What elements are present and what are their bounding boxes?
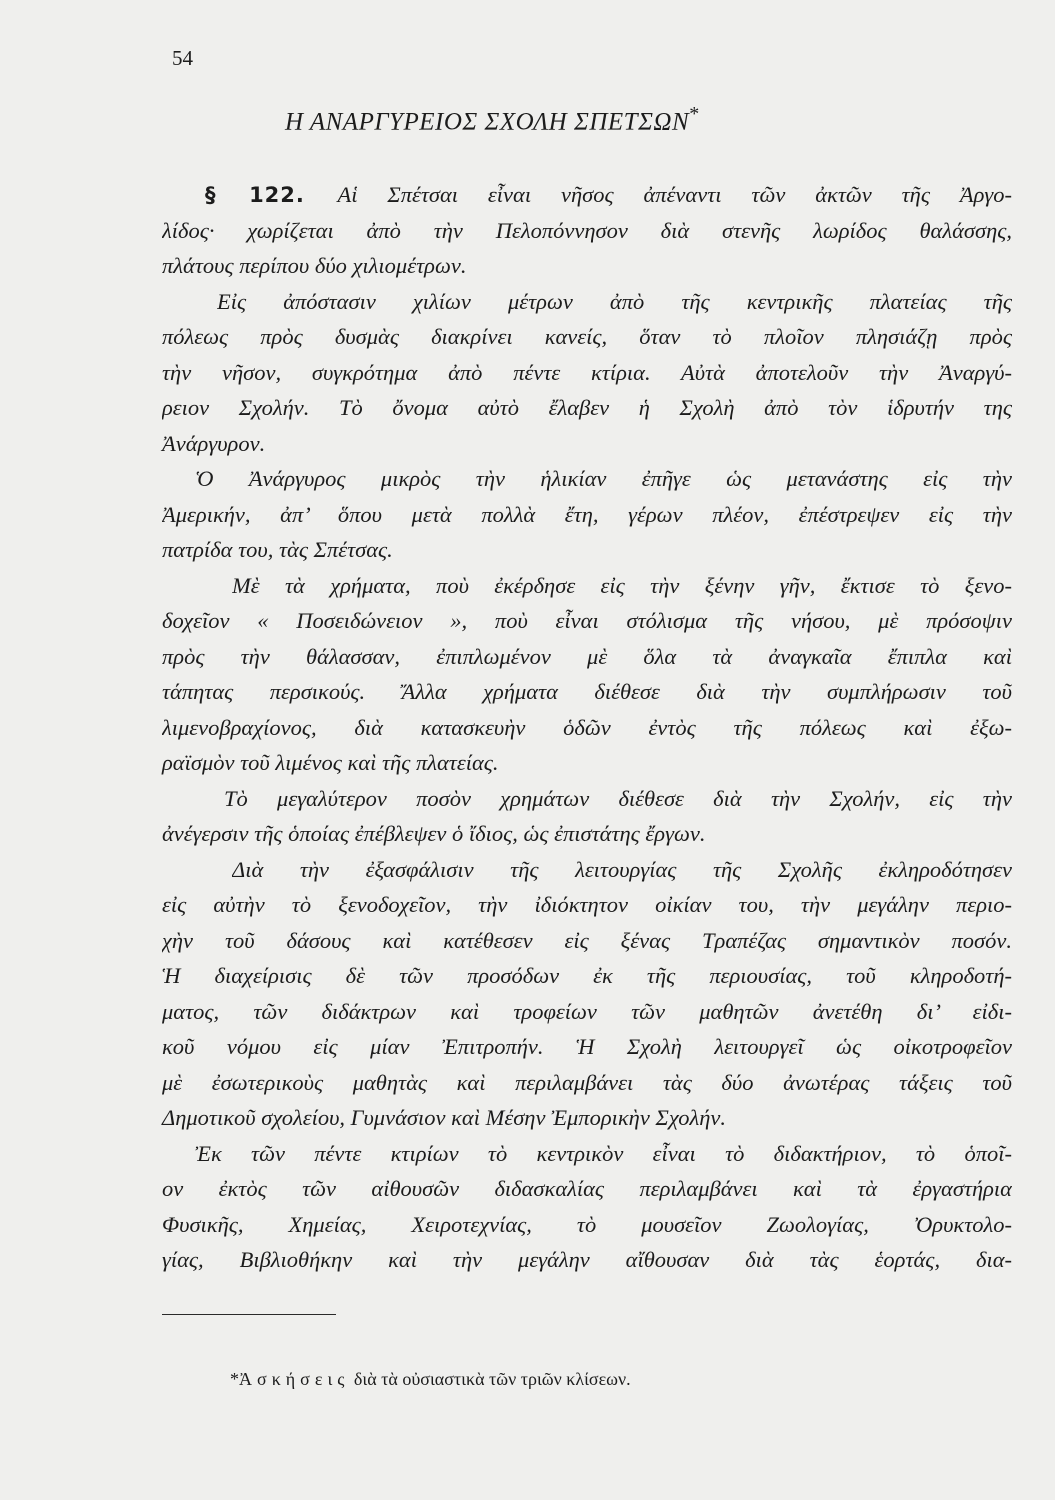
title-text: Η ΑΝΑΡΓΥΡΕΙΟΣ ΣΧΟΛΗ ΣΠΕΤΣΩΝ [285,108,690,136]
text-line-content: τὴν νῆσον, συγκρότημα ἀπὸ πέντε κτίρια. Αὐτὰ ἀποτελοῦν τὴν Ἀναργύ- [162,360,1012,385]
text-line [162,928,1012,958]
text-line-content: χὴν τοῦ δάσους καὶ κατέθεσεν εἰς ξένας Τραπέζας σημαντικὸν ποσόν. [162,928,1012,953]
text-line-content: μὲ ἐσωτερικοὺς μαθητὰς καὶ περιλαμβάνει τὰς δύο ἀνωτέρας τάξεις τοῦ [162,1070,1012,1095]
text-line [162,963,1012,993]
section-label: § 122. [205,183,338,207]
text-line [162,1176,1012,1206]
text-line-content: Φυσικῆς, Χημείας, Χειροτεχνίας, τὸ μουσεῖον Ζωολογίας, Ὀρυκτολο- [162,1212,1012,1237]
text-line [162,821,1012,847]
text-line [162,431,1012,457]
text-line-content: Εἰς ἀπόστασιν χιλίων μέτρων ἀπὸ τῆς κεντρικῆς πλατείας τῆς [217,289,1012,314]
title-footnote-mark: * [689,103,700,125]
footnote-rule [162,1314,336,1315]
text-line [162,1034,1012,1064]
text-line-content: ον ἐκτὸς τῶν αἰθουσῶν διδασκαλίας περιλαμβάνει καὶ τὰ ἐργαστήρια [162,1176,1012,1201]
page-number: 54 [172,46,193,70]
footnote [230,1369,631,1390]
text-line-content: πρὸς τὴν θάλασσαν, ἐπιπλωμένον μὲ ὅλα τὰ ἀναγκαῖα ἔπιπλα καὶ [162,644,1012,669]
text-line [162,892,1012,922]
page-title [285,103,700,136]
text-line [224,786,1012,816]
text-line-content: ἀνέγερσιν τῆς ὁποίας ἐπέβλεψεν ὁ ἴδιος, ὡς ἐπιστάτης ἔργων. [162,821,706,846]
text-line [162,750,1012,776]
text-line-content: Ἀμερικήν, ἀπ’ ὅπου μετὰ πολλὰ ἔτη, γέρων πλέον, ἐπέστρεψεν εἰς τὴν [162,502,1012,527]
text-line [162,644,1012,674]
text-line [195,1141,1012,1171]
text-line-content: λίδος· χωρίζεται ἀπὸ τὴν Πελοπόννησον διὰ στενῆς λωρίδος θαλάσσης, [162,218,1012,243]
text-line-content: ρειον Σχολήν. Τὸ ὄνομα αὐτὸ ἔλαβεν ἡ Σχολὴ ἀπὸ τὸν ἱδρυτήν της [162,395,1012,420]
text-line [232,857,1012,887]
text-line-content: ματος, τῶν διδάκτρων καὶ τροφείων τῶν μαθητῶν ἀνετέθη δι’ εἰδι- [162,999,1012,1024]
text-line-content: τάπητας περσικούς. Ἄλλα χρήματα διέθεσε διὰ τὴν συμπλήρωσιν τοῦ [162,679,1012,704]
text-line [162,360,1012,390]
footnote-spaced-word: Ἀσκήσεις [239,1369,350,1389]
text-line-content: πόλεως πρὸς δυσμὰς διακρίνει κανείς, ὅταν τὸ πλοῖον πλησιάζῃ πρὸς [162,324,1012,349]
text-line [162,1105,1012,1131]
text-line-content: Ὁ Ἀνάργυρος μικρὸς τὴν ἡλικίαν ἐπῆγε ὡς μετανάστης εἰς τὴν [195,466,1012,491]
text-line-content: κοῦ νόμου εἰς μίαν Ἐπιτροπήν. Ἡ Σχολὴ λειτουργεῖ ὡς οἰκοτροφεῖον [162,1034,1012,1059]
text-line [162,395,1012,425]
text-line [232,573,1012,603]
footnote-text: διὰ τὰ οὐσιαστικὰ τῶν τριῶν κλίσεων. [353,1369,631,1389]
text-line [162,1070,1012,1100]
text-line [162,679,1012,709]
text-line [162,999,1012,1029]
footnote-mark: * [230,1369,239,1389]
text-line [162,715,1012,745]
text-line-content: Ἡ διαχείρισις δὲ τῶν προσόδων ἐκ τῆς περιουσίας, τοῦ κληροδοτή- [162,963,1012,988]
text-line [162,324,1012,354]
text-line [162,1247,1012,1277]
text-line-content: Διὰ τὴν ἐξασφάλισιν τῆς λειτουργίας τῆς Σχολῆς ἐκληροδότησεν [232,857,1012,882]
text-line-content: Αἱ Σπέτσαι εἶναι νῆσος ἀπέναντι τῶν ἀκτῶν τῆς Ἀργο- [337,182,1012,207]
text-line-content: Δημοτικοῦ σχολείου, Γυμνάσιον καὶ Μέσην Ἐμπορικὴν Σχολήν. [162,1105,727,1130]
text-line-content: Τὸ μεγαλύτερον ποσὸν χρημάτων διέθεσε διὰ τὴν Σχολήν, εἰς τὴν [224,786,1012,811]
text-line [205,182,1012,212]
text-line-content: Ἀνάργυρον. [162,431,266,456]
text-line-content: εἰς αὐτὴν τὸ ξενοδοχεῖον, τὴν ἰδιόκτητον οἰκίαν του, τὴν μεγάλην περιο- [162,892,1012,917]
text-line [162,1212,1012,1242]
text-line-content: γίας, Βιβλιοθήκην καὶ τὴν μεγάλην αἴθουσαν διὰ τὰς ἑορτάς, δια- [162,1247,1012,1272]
text-line [162,502,1012,532]
text-line-content: Μὲ τὰ χρήματα, ποὺ ἐκέρδησε εἰς τὴν ξένην γῆν, ἔκτισε τὸ ξενο- [232,573,1012,598]
text-line [162,608,1012,638]
text-line-content: ραϊσμὸν τοῦ λιμένος καὶ τῆς πλατείας. [162,750,499,775]
text-line [162,537,1012,563]
text-line [217,289,1012,319]
text-line-content: δοχεῖον « Ποσειδώνειον », ποὺ εἶναι στόλισμα τῆς νήσου, μὲ πρόσοψιν [162,608,1012,633]
text-line-content: Ἐκ τῶν πέντε κτιρίων τὸ κεντρικὸν εἶναι τὸ διδακτήριον, τὸ ὁποῖ- [195,1141,1012,1166]
text-line-content: πλάτους περίπου δύο χιλιομέτρων. [162,253,467,278]
text-line-content: πατρίδα του, τὰς Σπέτσας. [162,537,393,562]
text-line [195,466,1012,496]
text-line-content: λιμενοβραχίονος, διὰ κατασκευὴν ὁδῶν ἐντὸς τῆς πόλεως καὶ ἐξω- [162,715,1012,740]
text-line [162,218,1012,248]
text-line [162,253,1012,279]
